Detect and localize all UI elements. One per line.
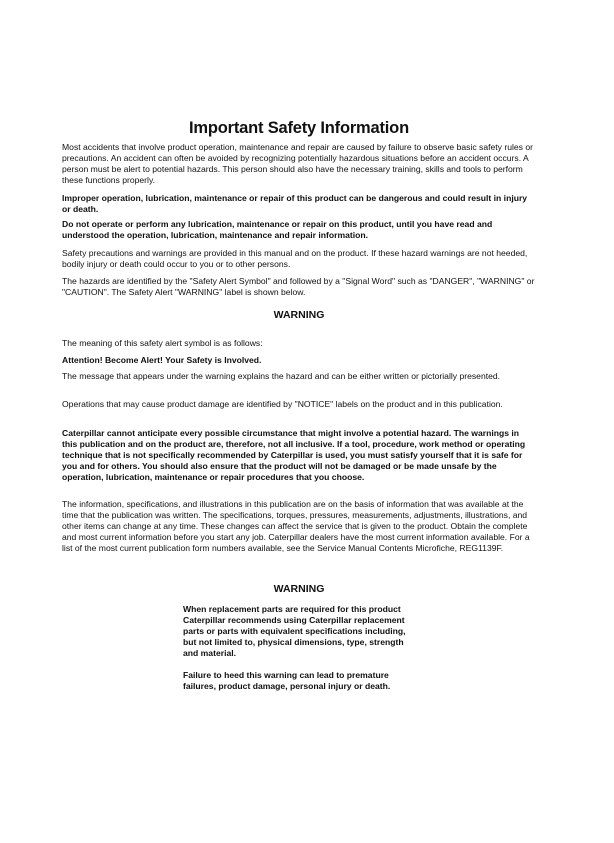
warning-heading: WARNING <box>273 583 325 595</box>
message-paragraph: The message that appears under the warning explains the hazard and can be either written or pictorially presented. <box>62 371 501 381</box>
intro-paragraph: Most accidents that involve product operation, maintenance and repair are caused by failure to observe basic safety rules or precautions. An accident can often be avoided by recognizing potentially hazardous situations before an accident occurs. A person must be alert to potential hazards. This person should also have the necessary training, skills and tools to perform these functions properly. <box>62 142 534 185</box>
do-not-operate-paragraph: Do not operate or perform any lubrication, maintenance or repair on this product, until you have read and understood the operation, lubrication, maintenance and repair information. <box>62 219 493 240</box>
replacement-parts-warning: When replacement parts are required for this product Caterpillar recommends using Caterpillar replacement parts or parts with equivalent specifications including, but not limited to, physical dimensions, type, strength and material. <box>183 604 406 658</box>
precautions-paragraph: Safety precautions and warnings are provided in this manual and on the product. If these hazard warnings are not heeded, bodily injury or death could occur to you or to other persons. <box>62 248 528 269</box>
attention-paragraph: Attention! Become Alert! Your Safety is Involved. <box>62 355 262 365</box>
meaning-paragraph: The meaning of this safety alert symbol is as follows: <box>62 338 263 348</box>
information-paragraph: The information, specifications, and illustrations in this publication are on the basis of information that was available at the time that the publication was written. The specifications, torques, pressures, measurements, adjustments, illustrations, and other items can change at any time. These changes can affect the service that is given to the product. Obtain the complete and most current information before you start any job. Caterpillar dealers have the most current information available. For a list of the most current publication form numbers available, see the Service Manual Contents Microfiche, REG1139F. <box>62 499 530 553</box>
notice-paragraph: Operations that may cause product damage are identified by "NOTICE" labels on the product and in this publication. <box>62 399 503 409</box>
failure-warning: Failure to heed this warning can lead to premature failures, product damage, personal injury or death. <box>183 670 391 691</box>
page-title: Important Safety Information <box>189 119 409 137</box>
caterpillar-disclaimer-paragraph: Caterpillar cannot anticipate every possible circumstance that might involve a potential hazard. The warnings in this publication and on the product are, therefore, not all inclusive. If a tool, procedure, work method or operating technique that is not specifically recommended by Caterpillar is used, you must satisfy yourself that it is safe for you and for others. You should also ensure that the product will not be damaged or be made unsafe by the operation, lubrication, maintenance or repair procedures that you choose. <box>62 428 526 482</box>
warning-heading: WARNING <box>273 309 325 321</box>
danger-paragraph: Improper operation, lubrication, maintenance or repair of this product can be dangerous and could result in injury or death. <box>62 193 528 214</box>
hazards-paragraph: The hazards are identified by the "Safety Alert Symbol" and followed by a "Signal Word" such as "DANGER", "WARNING" or "CAUTION". The Safety Alert "WARNING" label is shown below. <box>62 276 535 297</box>
